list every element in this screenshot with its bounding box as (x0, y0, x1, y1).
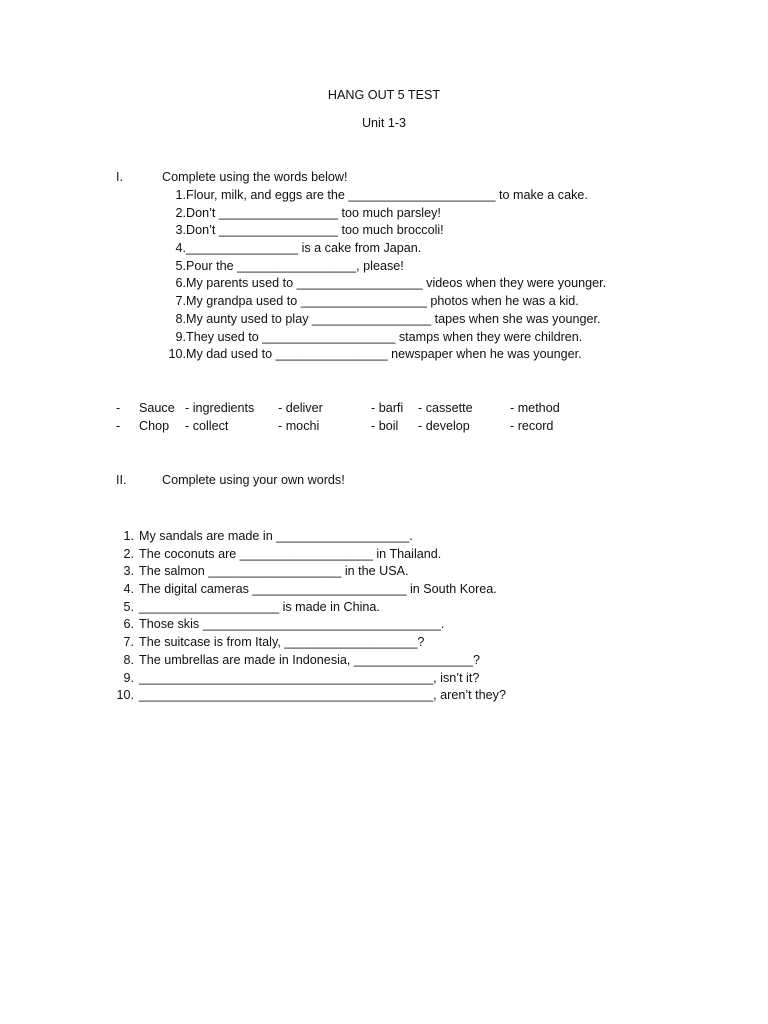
item-number: 8. (175, 311, 186, 326)
word-bank-word: - ingredients (185, 401, 255, 415)
list-item (116, 670, 480, 688)
item-number: 5. (175, 258, 186, 273)
list-item (162, 275, 607, 293)
word-bank-word: - method (510, 401, 560, 415)
item-number: 1. (175, 188, 186, 202)
item-text: __________________________________________, isn’t it? (139, 670, 480, 685)
list-item (162, 258, 404, 276)
word-bank-word: - deliver (278, 401, 323, 415)
item-number: 6. (175, 276, 186, 291)
item-text: Flour, milk, and eggs are the _____________________ to make a cake. (186, 188, 588, 202)
section2-heading: Complete using your own words! (162, 473, 345, 487)
item-number: 5. (123, 599, 134, 614)
item-text: They used to ___________________ stamps when they were children. (186, 329, 583, 344)
list-item (162, 222, 444, 240)
item-number: 8. (123, 652, 134, 667)
list-item (116, 581, 497, 599)
word-bank-word: Sauce (139, 401, 175, 415)
item-number: 1. (123, 529, 134, 543)
item-text: My parents used to __________________ videos when they were younger. (186, 276, 607, 291)
item-number: 7. (175, 294, 186, 309)
list-item (116, 563, 409, 581)
item-text: The suitcase is from Italy, ___________________? (139, 635, 425, 650)
item-number: 2. (175, 205, 186, 220)
item-text: My dad used to ________________ newspaper when he was younger. (186, 347, 582, 362)
item-text: My grandpa used to __________________ photos when he was a kid. (186, 294, 579, 309)
item-number: 6. (123, 617, 134, 632)
list-item (162, 240, 422, 258)
list-item (162, 187, 588, 205)
item-number: 7. (123, 635, 134, 650)
word-bank-word: - boil (371, 419, 399, 433)
word-bank-word: - cassette (418, 401, 473, 415)
word-bank-bullet: - (116, 401, 121, 415)
list-item (162, 205, 441, 223)
section1-question-list (162, 187, 607, 364)
item-text: Pour the _________________, please! (186, 258, 404, 273)
list-item (116, 652, 480, 670)
section2-question-list (116, 528, 506, 705)
item-text: The digital cameras ______________________ in South Korea. (139, 582, 497, 597)
item-number: 3. (175, 223, 186, 238)
word-bank-row (116, 418, 716, 436)
list-item (162, 311, 601, 329)
list-item (116, 687, 506, 705)
list-item (116, 546, 442, 564)
item-number: 4. (123, 582, 134, 597)
word-bank-bullet: - (116, 419, 121, 433)
word-bank-word: Chop (139, 419, 170, 433)
word-bank-word: - barfi (371, 401, 404, 415)
section1-numeral: I. (116, 170, 123, 184)
item-text: The coconuts are ___________________ in Thailand. (139, 546, 442, 561)
item-text: My sandals are made in ___________________. (139, 529, 413, 543)
item-number: 10. (168, 347, 186, 362)
list-item (116, 616, 445, 634)
item-text: Those skis __________________________________. (139, 617, 445, 632)
item-text: Don’t _________________ too much parsley! (186, 205, 441, 220)
item-number: 4. (175, 241, 186, 256)
list-item (162, 293, 579, 311)
word-bank-word: - record (510, 419, 554, 433)
item-text: The umbrellas are made in Indonesia, _________________? (139, 652, 480, 667)
list-item (162, 329, 583, 347)
item-text: __________________________________________, aren’t they? (139, 688, 506, 703)
page-title: HANG OUT 5 TEST (327, 88, 441, 102)
page-subtitle: Unit 1-3 (361, 116, 407, 130)
item-text: ____________________ is made in China. (139, 599, 380, 614)
list-item (116, 599, 380, 617)
item-text: My aunty used to play _________________ tapes when she was younger. (186, 311, 601, 326)
item-number: 9. (123, 670, 134, 685)
list-item (162, 346, 582, 364)
section2-numeral: II. (116, 473, 127, 487)
word-bank-word: - collect (185, 419, 229, 433)
item-number: 10. (116, 688, 134, 703)
item-number: 9. (175, 329, 186, 344)
item-text: Don’t _________________ too much broccoli! (186, 223, 444, 238)
section1-heading: Complete using the words below! (162, 170, 348, 184)
word-bank-row (116, 400, 716, 418)
word-bank-word: - mochi (278, 419, 320, 433)
item-text: The salmon ___________________ in the USA. (139, 564, 409, 579)
item-number: 3. (123, 564, 134, 579)
item-number: 2. (123, 546, 134, 561)
item-text: ________________ is a cake from Japan. (186, 241, 422, 256)
list-item (116, 528, 413, 546)
word-bank-word: - develop (418, 419, 470, 433)
list-item (116, 634, 425, 652)
